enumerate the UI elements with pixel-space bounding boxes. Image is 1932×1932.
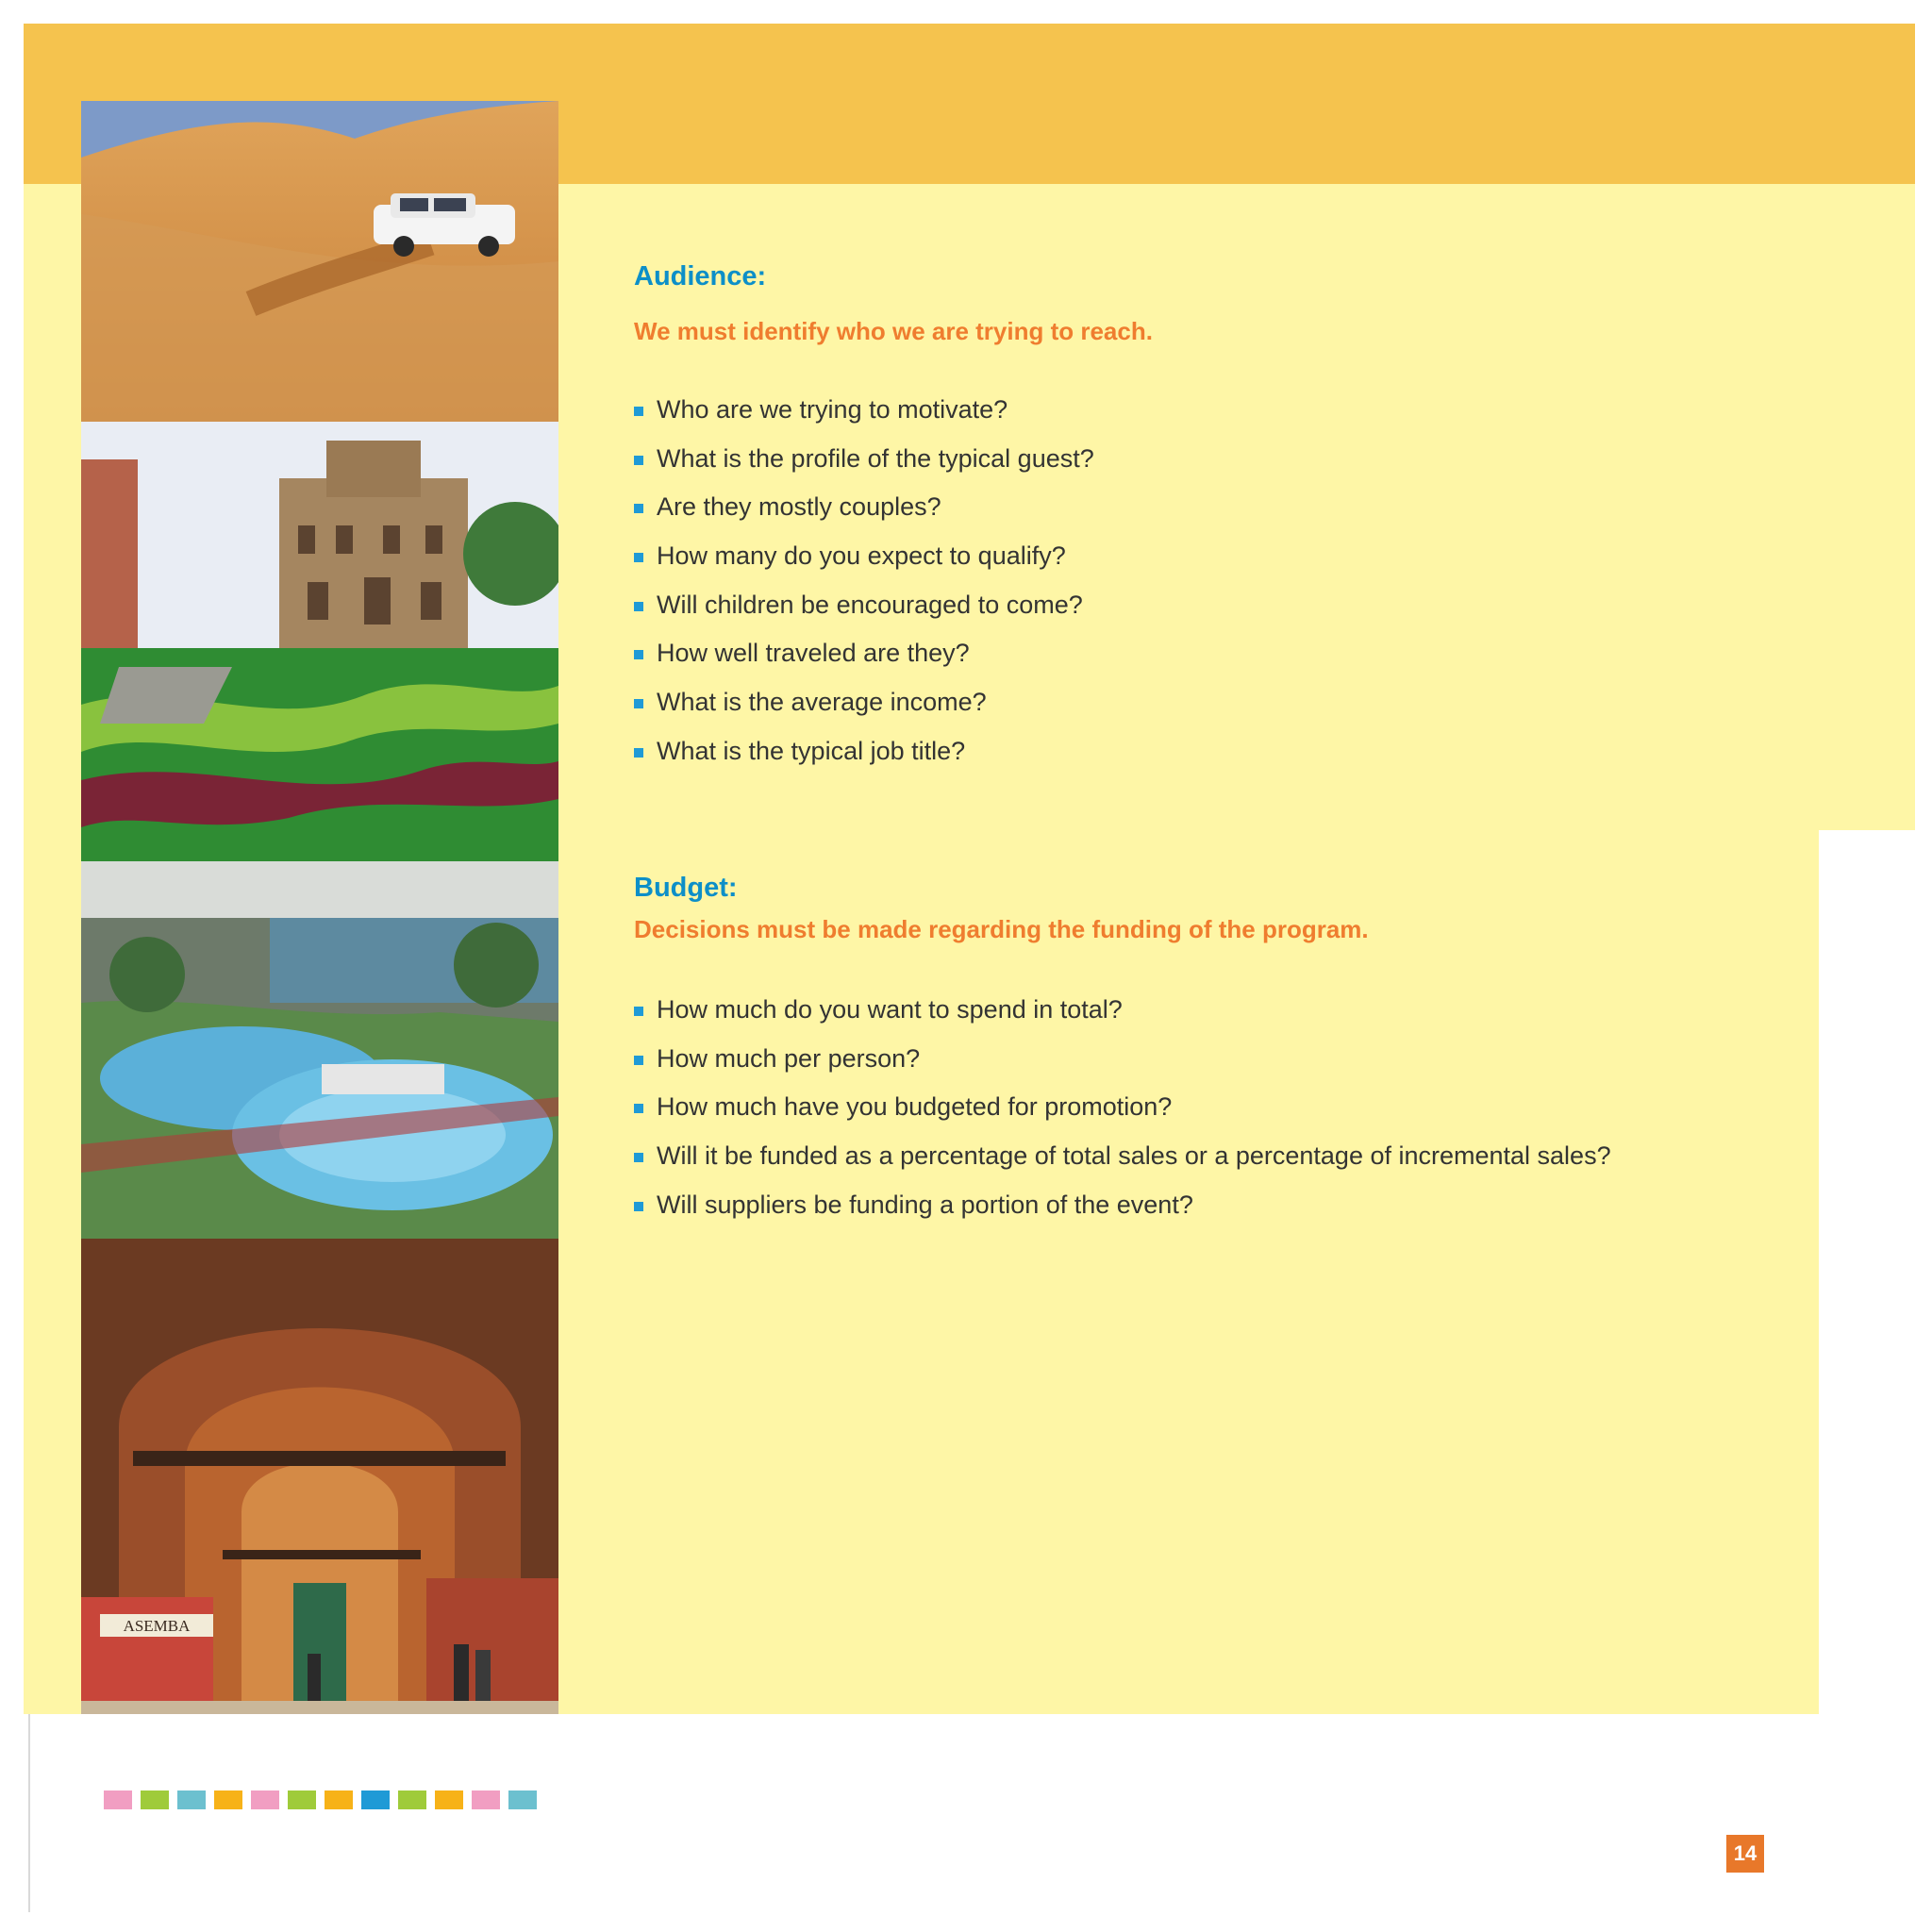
- color-swatch: [325, 1790, 353, 1809]
- bullet-square-icon: [634, 407, 643, 416]
- list-item: [634, 386, 1094, 435]
- page-number: 14: [1726, 1835, 1764, 1873]
- bullet-square-icon: [634, 748, 643, 758]
- color-swatch: [251, 1790, 279, 1809]
- list-item: [634, 629, 1094, 678]
- audience-question-text: Will children be encouraged to come?: [657, 590, 1083, 619]
- bullet-square-icon: [634, 1056, 643, 1065]
- audience-question-text: What is the profile of the typical guest?: [657, 443, 1094, 473]
- audience-question-text: How many do you expect to qualify?: [657, 541, 1066, 571]
- bullet-square-icon: [634, 1202, 643, 1211]
- color-swatch: [361, 1790, 390, 1809]
- bullet-square-icon: [634, 699, 643, 708]
- list-item: [634, 1181, 1611, 1230]
- audience-heading: Audience:: [634, 261, 767, 291]
- photo-column: [81, 101, 558, 1714]
- bullet-square-icon: [634, 456, 643, 465]
- color-swatch: [398, 1790, 426, 1809]
- list-item: [634, 483, 1094, 532]
- list-item: [634, 435, 1094, 484]
- list-item: [634, 581, 1094, 630]
- water-park-photo: [81, 861, 558, 1239]
- audience-subheading: We must identify who we are trying to reach.: [634, 317, 1153, 345]
- budget-heading: Budget:: [634, 873, 738, 903]
- bullet-square-icon: [634, 1153, 643, 1162]
- bullet-square-icon: [634, 504, 643, 513]
- budget-question-list: [634, 986, 1611, 1229]
- color-swatch: [214, 1790, 242, 1809]
- budget-question-text: How much per person?: [657, 1043, 921, 1073]
- church-ruins-photo: [81, 422, 558, 861]
- list-item: [634, 727, 1094, 776]
- audience-question-text: Are they mostly couples?: [657, 492, 941, 522]
- bullet-square-icon: [634, 602, 643, 611]
- list-item: [634, 532, 1094, 581]
- budget-question-text: How much have you budgeted for promotion?: [657, 1092, 1173, 1122]
- list-item: [634, 1083, 1611, 1132]
- bullet-square-icon: [634, 553, 643, 562]
- bazaar-sign-text: ASEMBA: [123, 1617, 191, 1635]
- budget-question-text: How much do you want to spend in total?: [657, 995, 1123, 1024]
- bazaar-arcade-photo: [81, 1239, 558, 1714]
- color-swatch: [288, 1790, 316, 1809]
- color-swatch: [472, 1790, 500, 1809]
- bullet-square-icon: [634, 650, 643, 659]
- bullet-square-icon: [634, 1007, 643, 1016]
- color-swatch: [508, 1790, 537, 1809]
- audience-question-text: What is the typical job title?: [657, 736, 966, 765]
- budget-question-text: Will it be funded as a percentage of total sales or a percentage of incremental sales?: [657, 1141, 1611, 1171]
- color-swatch: [104, 1790, 132, 1809]
- budget-question-text: Will suppliers be funding a portion of the event?: [657, 1190, 1193, 1219]
- bullet-square-icon: [634, 1104, 643, 1113]
- color-swatch: [141, 1790, 169, 1809]
- color-swatch: [435, 1790, 463, 1809]
- list-item: [634, 1035, 1611, 1084]
- audience-question-text: What is the average income?: [657, 688, 987, 717]
- list-item: [634, 986, 1611, 1035]
- color-swatch-strip: [104, 1790, 537, 1809]
- margin-rule: [28, 1714, 30, 1912]
- list-item: [634, 1132, 1611, 1181]
- audience-question-text: How well traveled are they?: [657, 639, 970, 668]
- budget-subheading: Decisions must be made regarding the funding of the program.: [634, 915, 1369, 943]
- color-swatch: [177, 1790, 206, 1809]
- list-item: [634, 678, 1094, 727]
- desert-dune-photo: [81, 101, 558, 422]
- audience-question-list: [634, 386, 1094, 776]
- audience-question-text: Who are we trying to motivate?: [657, 395, 1008, 424]
